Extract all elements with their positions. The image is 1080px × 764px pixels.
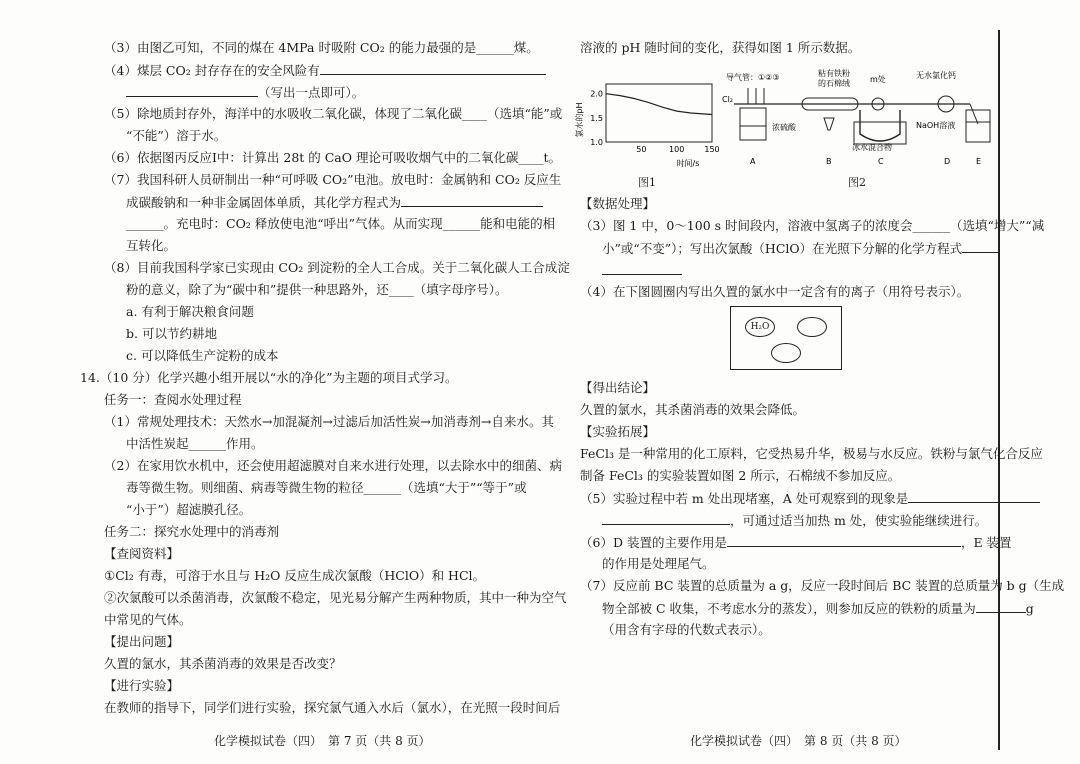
y-tick-label: 2.0	[590, 89, 603, 99]
label-a: A	[750, 157, 756, 166]
q13-8-line2: 粉的意义，除了为“碳中和”提供一种思路外，还____（填字母序号）。	[126, 282, 508, 297]
answer-blank	[602, 260, 682, 275]
figure-2-caption: 图2	[848, 176, 866, 189]
q4-text: （4）在下图圆圈内写出久置的氯水中一定含有的离子（用符号表示）。	[580, 284, 970, 299]
u-tube-c	[860, 110, 900, 141]
label-m-point: m处	[870, 75, 886, 84]
y-tick-label: 1.5	[590, 113, 603, 123]
experiment-heading: 【进行实验】	[104, 678, 180, 693]
q13-3: （3）由图乙可知，不同的煤在 4MPa 时吸附 CO₂ 的能力最强的是______煤。	[104, 40, 539, 55]
q13-4-line2: （写出一点即可）。	[126, 82, 364, 103]
answer-blank	[908, 488, 1040, 503]
q13-6: （6）依据图丙反应Ⅰ中：计算出 28t 的 CaO 理论可吸收烟气中的二氧化碳____t。	[104, 150, 562, 165]
q13-5-line2: “不能”）溶于水。	[126, 128, 227, 143]
task-two-heading: 任务二：探究水处理中的消毒剂	[104, 524, 280, 539]
answer-blank	[126, 82, 258, 97]
q14-title: 14.（10 分）化学兴趣小组开展以“水的净化”为主题的项目式学习。	[80, 370, 458, 385]
q3-line2: 小”或“不变”）；写出次氯酸（HClO）在光照下分解的化学方程式	[602, 238, 1000, 259]
circle-h2o[interactable]: H₂O	[745, 317, 775, 337]
label-naoh: NaOH溶液	[916, 121, 956, 130]
right-page	[540, 0, 1080, 764]
answer-blank	[320, 60, 546, 75]
option-c: c. 可以降低生产淀粉的成本	[126, 348, 279, 363]
circle-blank-1[interactable]	[797, 317, 827, 337]
ref-item-1: ①Cl₂ 有毒，可溶于水且与 H₂O 反应生成次氯酸（HClO）和 HCl。	[104, 568, 486, 583]
answer-blank	[401, 192, 543, 207]
apparatus-diagram	[720, 64, 1020, 176]
q14-2-line2: 毒等微生物。则细菌、病毒等微生物的粒径______（选填“大于”“等于”或	[126, 480, 527, 495]
label-iron-powder-2: 的石棉绒	[818, 79, 850, 88]
extension-line2: 制备 FeCl₃ 的实验装置如图 2 所示，石棉绒不参加反应。	[580, 468, 901, 483]
page-footer-right: 化学模拟试卷（四） 第 8 页（共 8 页）	[690, 734, 907, 748]
q13-7-line1: （7）我国科研人员研制出一种“可呼吸 CO₂”电池。放电时：金属钠和 CO₂ 反应生	[104, 172, 562, 187]
label-cl2: Cl₂	[722, 95, 734, 104]
q7-line1: （7）反应前 BC 装置的总质量为 a g，反应一段时间后 BC 装置的总质量为 b g（生成	[580, 578, 1065, 593]
answer-blank	[602, 510, 730, 525]
q6-line1: （6）D 装置的主要作用是 ，E 装置	[580, 532, 1012, 553]
continued-text: 溶液的 pH 随时间的变化，获得如图 1 所示数据。	[580, 40, 861, 55]
q14-2-line3: “小于”）超滤膜孔径。	[126, 502, 252, 517]
label-ice-water: 冰水混合物	[852, 143, 892, 152]
q3-line3	[602, 260, 682, 281]
q13-7-line2: 成碳酸钠和一种非金属固体单质，其化学方程式为	[126, 192, 543, 213]
bottle-a	[740, 108, 766, 140]
q14-1-line1: （1）常规处理技术：天然水→加混凝剂→过滤后加活性炭→加消毒剂→自来水。其	[104, 414, 554, 429]
y-tick-label: 1.0	[590, 138, 603, 147]
label-iron-powder: 粘有铁粉	[818, 69, 850, 78]
option-b: b. 可以节约耕地	[126, 326, 217, 341]
option-a: a. 有利于解决粮食问题	[126, 304, 254, 319]
label-cacl2: 无水氯化钙	[916, 71, 956, 80]
circle-blank-2[interactable]	[771, 343, 801, 363]
burner-b	[824, 118, 834, 130]
question-text: 久置的氯水，其杀菌消毒的效果是否改变？	[104, 656, 342, 671]
ref-heading: 【查阅资料】	[104, 546, 180, 561]
data-heading: 【数据处理】	[580, 196, 656, 211]
figure-1-caption: 图1	[638, 176, 656, 189]
q13-7-line3: ______。充电时：CO₂ 释放使电池“呼出”气体。从而实现______能和电能的相	[126, 216, 556, 231]
q3-line1: （3）图 1 中，0～100 s 时间段内，溶液中氢离子的浓度会______（选填“增大”“减	[580, 218, 1045, 233]
ref-item-2-line1: ②次氯酸可以杀菌消毒，次氯酸不稳定，见光易分解产生两种物质，其中一种为空气	[104, 590, 567, 605]
y-axis-label: 氯水的pH	[575, 102, 584, 138]
q5-line2: ，可通过适当加热 m 处，使实验能继续进行。	[602, 510, 987, 531]
beaker-e	[966, 110, 990, 142]
label-d: D	[944, 157, 951, 166]
label-b: B	[826, 157, 832, 166]
q13-5-line1: （5）除地质封存外，海洋中的水吸收二氧化碳，体现了二氧化碳____（选填“能”或	[104, 106, 563, 121]
x-axis-label: 时间/s	[676, 159, 700, 168]
answer-blank	[976, 598, 1026, 613]
q13-8-line1: （8）目前我国科学家已实现由 CO₂ 到淀粉的全人工合成。关于二氧化碳人工合成淀	[104, 260, 570, 275]
ion-circle-box	[730, 306, 842, 370]
conclusion-text: 久置的氯水，其杀菌消毒的效果会降低。	[580, 402, 806, 417]
conclusion-heading: 【得出结论】	[580, 380, 656, 395]
label-c: C	[878, 157, 884, 166]
q13-4-line1: （4）煤层 CO₂ 封存存在的安全风险有	[104, 60, 546, 81]
page-footer-left: 化学模拟试卷（四） 第 7 页（共 8 页）	[214, 734, 431, 748]
extension-heading: 【实验拓展】	[580, 424, 656, 439]
beaker-e-pipe	[970, 104, 978, 124]
label-e: E	[976, 157, 982, 166]
task-one-heading: 任务一：查阅水处理过程	[104, 392, 242, 407]
ph-series-line	[606, 94, 712, 115]
x-tick-label: 150	[704, 145, 720, 154]
x-tick-label: 100	[669, 145, 685, 154]
answer-blank	[962, 238, 1000, 253]
extension-line1: FeCl₃ 是一种常用的化工原料，它受热易升华，极易与水反应。铁粉与氯气化合反应	[580, 446, 1043, 461]
ph-line-chart	[575, 74, 720, 174]
q14-2-line1: （2）在家用饮水机中，还会使用超滤膜对自来水进行处理，以去除水中的细菌、病	[104, 458, 562, 473]
q5-line1: （5）实验过程中若 m 处出现堵塞，A 处可观察到的现象是	[580, 488, 1040, 509]
q7-line3: （用含有字母的代数式表示）。	[602, 622, 771, 637]
q13-7-line4: 互转化。	[126, 238, 177, 253]
q6-line2: 的作用是处理尾气。	[602, 556, 715, 571]
label-sulfuric-acid: 浓硫酸	[772, 123, 796, 132]
experiment-text: 在教师的指导下，同学们进行实验，探究氯气通入水后（氯水），在光照一段时间后	[104, 700, 561, 715]
q7-line2: 物全部被 C 收集，不考虑水分的蒸发），则参加反应的铁粉的质量为 g	[602, 598, 1034, 619]
label-gas-tube: 导气管：①②③	[726, 73, 780, 82]
question-heading: 【提出问题】	[104, 634, 180, 649]
x-tick-label: 50	[636, 145, 647, 154]
ref-item-2-line2: 中常见的气体。	[104, 612, 192, 627]
q14-1-line2: 中活性炭起______作用。	[126, 436, 264, 451]
answer-blank	[727, 532, 961, 547]
